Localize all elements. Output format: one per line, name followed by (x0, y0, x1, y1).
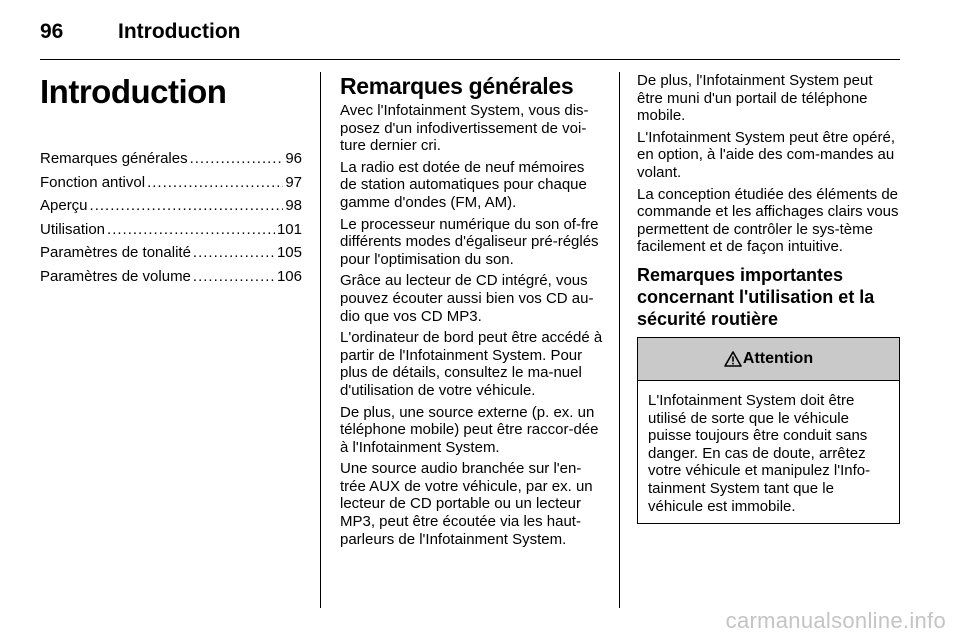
toc-entry-page: 98 (285, 197, 302, 215)
toc-entry-page: 106 (276, 267, 302, 285)
warning-title: Attention (742, 349, 814, 367)
page-number: 96 (40, 20, 64, 43)
body-paragraph: La conception étudiée des éléments de commande et les affichages clairs vous permettent de contrôler le sys-tème facilement et de façon intuitive. (637, 185, 899, 256)
middle-column (340, 72, 603, 552)
subsection-heading: Remarques importantes concernant l'utilisation et la sécurité routière (637, 264, 875, 329)
body-paragraph: De plus, une source externe (p. ex. un téléphone mobile) peut être raccor-dée à l'Infotainment System. (340, 403, 599, 456)
page-header (40, 16, 900, 56)
body-paragraph: Le processeur numérique du son of-fre différents modes d'égaliseur pré-réglés pour l'optimisation du son. (340, 215, 599, 268)
toc-entry[interactable] (40, 171, 302, 195)
body-paragraph: Une source audio branchée sur l'en-trée AUX de votre véhicule, par ex. un lecteur de CD portable ou un lecteur MP3, peut être écoutée via les haut-parleurs de l'Infotainment System. (340, 460, 593, 548)
toc-entry-label: Aperçu (40, 197, 88, 215)
toc-column (40, 72, 302, 289)
warning-header (638, 338, 899, 381)
toc-leader-dots (190, 147, 284, 171)
toc-entry-page: 97 (285, 173, 302, 191)
toc-entry-label: Remarques générales (40, 150, 188, 167)
column-divider (320, 72, 321, 608)
toc-entry-page: 96 (285, 150, 302, 167)
right-column (637, 72, 900, 524)
toc-entry-label: Paramètres de tonalité (40, 244, 191, 262)
body-paragraph: L'Infotainment System peut être opéré, en option, à l'aide des com-mandes au volant. (637, 128, 896, 181)
body-paragraph: L'ordinateur de bord peut être accédé à partir de l'Infotainment System. Pour plus de détails, consultez le ma-nuel d'utilisation de votre véhicule. (340, 329, 603, 399)
body-paragraph: Avec l'Infotainment System, vous dis-posez d'un infodivertissement de voi-ture dernier cri. (340, 102, 589, 155)
column-divider (619, 72, 620, 608)
warning-text: L'Infotainment System doit être utilisé de sorte que le véhicule puisse toujours être conduit sans danger. En cas de doute, arrêtez votre véhicule et manipulez l'Info-tainment System tant que le véhicule est immobile. (648, 391, 871, 515)
table-of-contents (40, 147, 302, 289)
body-paragraph: Grâce au lecteur de CD intégré, vous pouvez écouter aussi bien vos CD au-dio que vos CD MP3. (340, 272, 594, 325)
warning-box (637, 337, 900, 524)
toc-leader-dots (90, 194, 284, 218)
toc-leader-dots (193, 241, 275, 265)
toc-entry[interactable] (40, 241, 302, 265)
header-divider (40, 59, 900, 60)
chapter-title: Introduction (118, 20, 241, 43)
toc-entry[interactable] (40, 265, 302, 289)
toc-leader-dots (147, 171, 283, 195)
section-heading: Remarques générales (340, 73, 574, 99)
toc-entry-page: 105 (276, 244, 302, 262)
body-paragraph: De plus, l'Infotainment System peut être muni d'un portail de téléphone mobile. (637, 72, 873, 125)
watermark: carmanualsonline.info (725, 608, 946, 633)
toc-entry[interactable] (40, 218, 302, 242)
toc-entry-label: Fonction antivol (40, 173, 146, 191)
toc-entry-page: 101 (276, 220, 302, 238)
body-paragraph: La radio est dotée de neuf mémoires de station automatiques pour chaque gamme d'ondes (FM, AM). (340, 158, 587, 211)
toc-entry[interactable] (40, 194, 302, 218)
section-title: Introduction (40, 73, 227, 110)
warning-triangle-icon (724, 351, 742, 367)
toc-entry-label: Paramètres de volume (40, 267, 191, 285)
toc-entry[interactable] (40, 147, 302, 171)
toc-leader-dots (107, 218, 275, 242)
toc-entry-label: Utilisation (40, 220, 106, 238)
toc-leader-dots (193, 265, 275, 289)
